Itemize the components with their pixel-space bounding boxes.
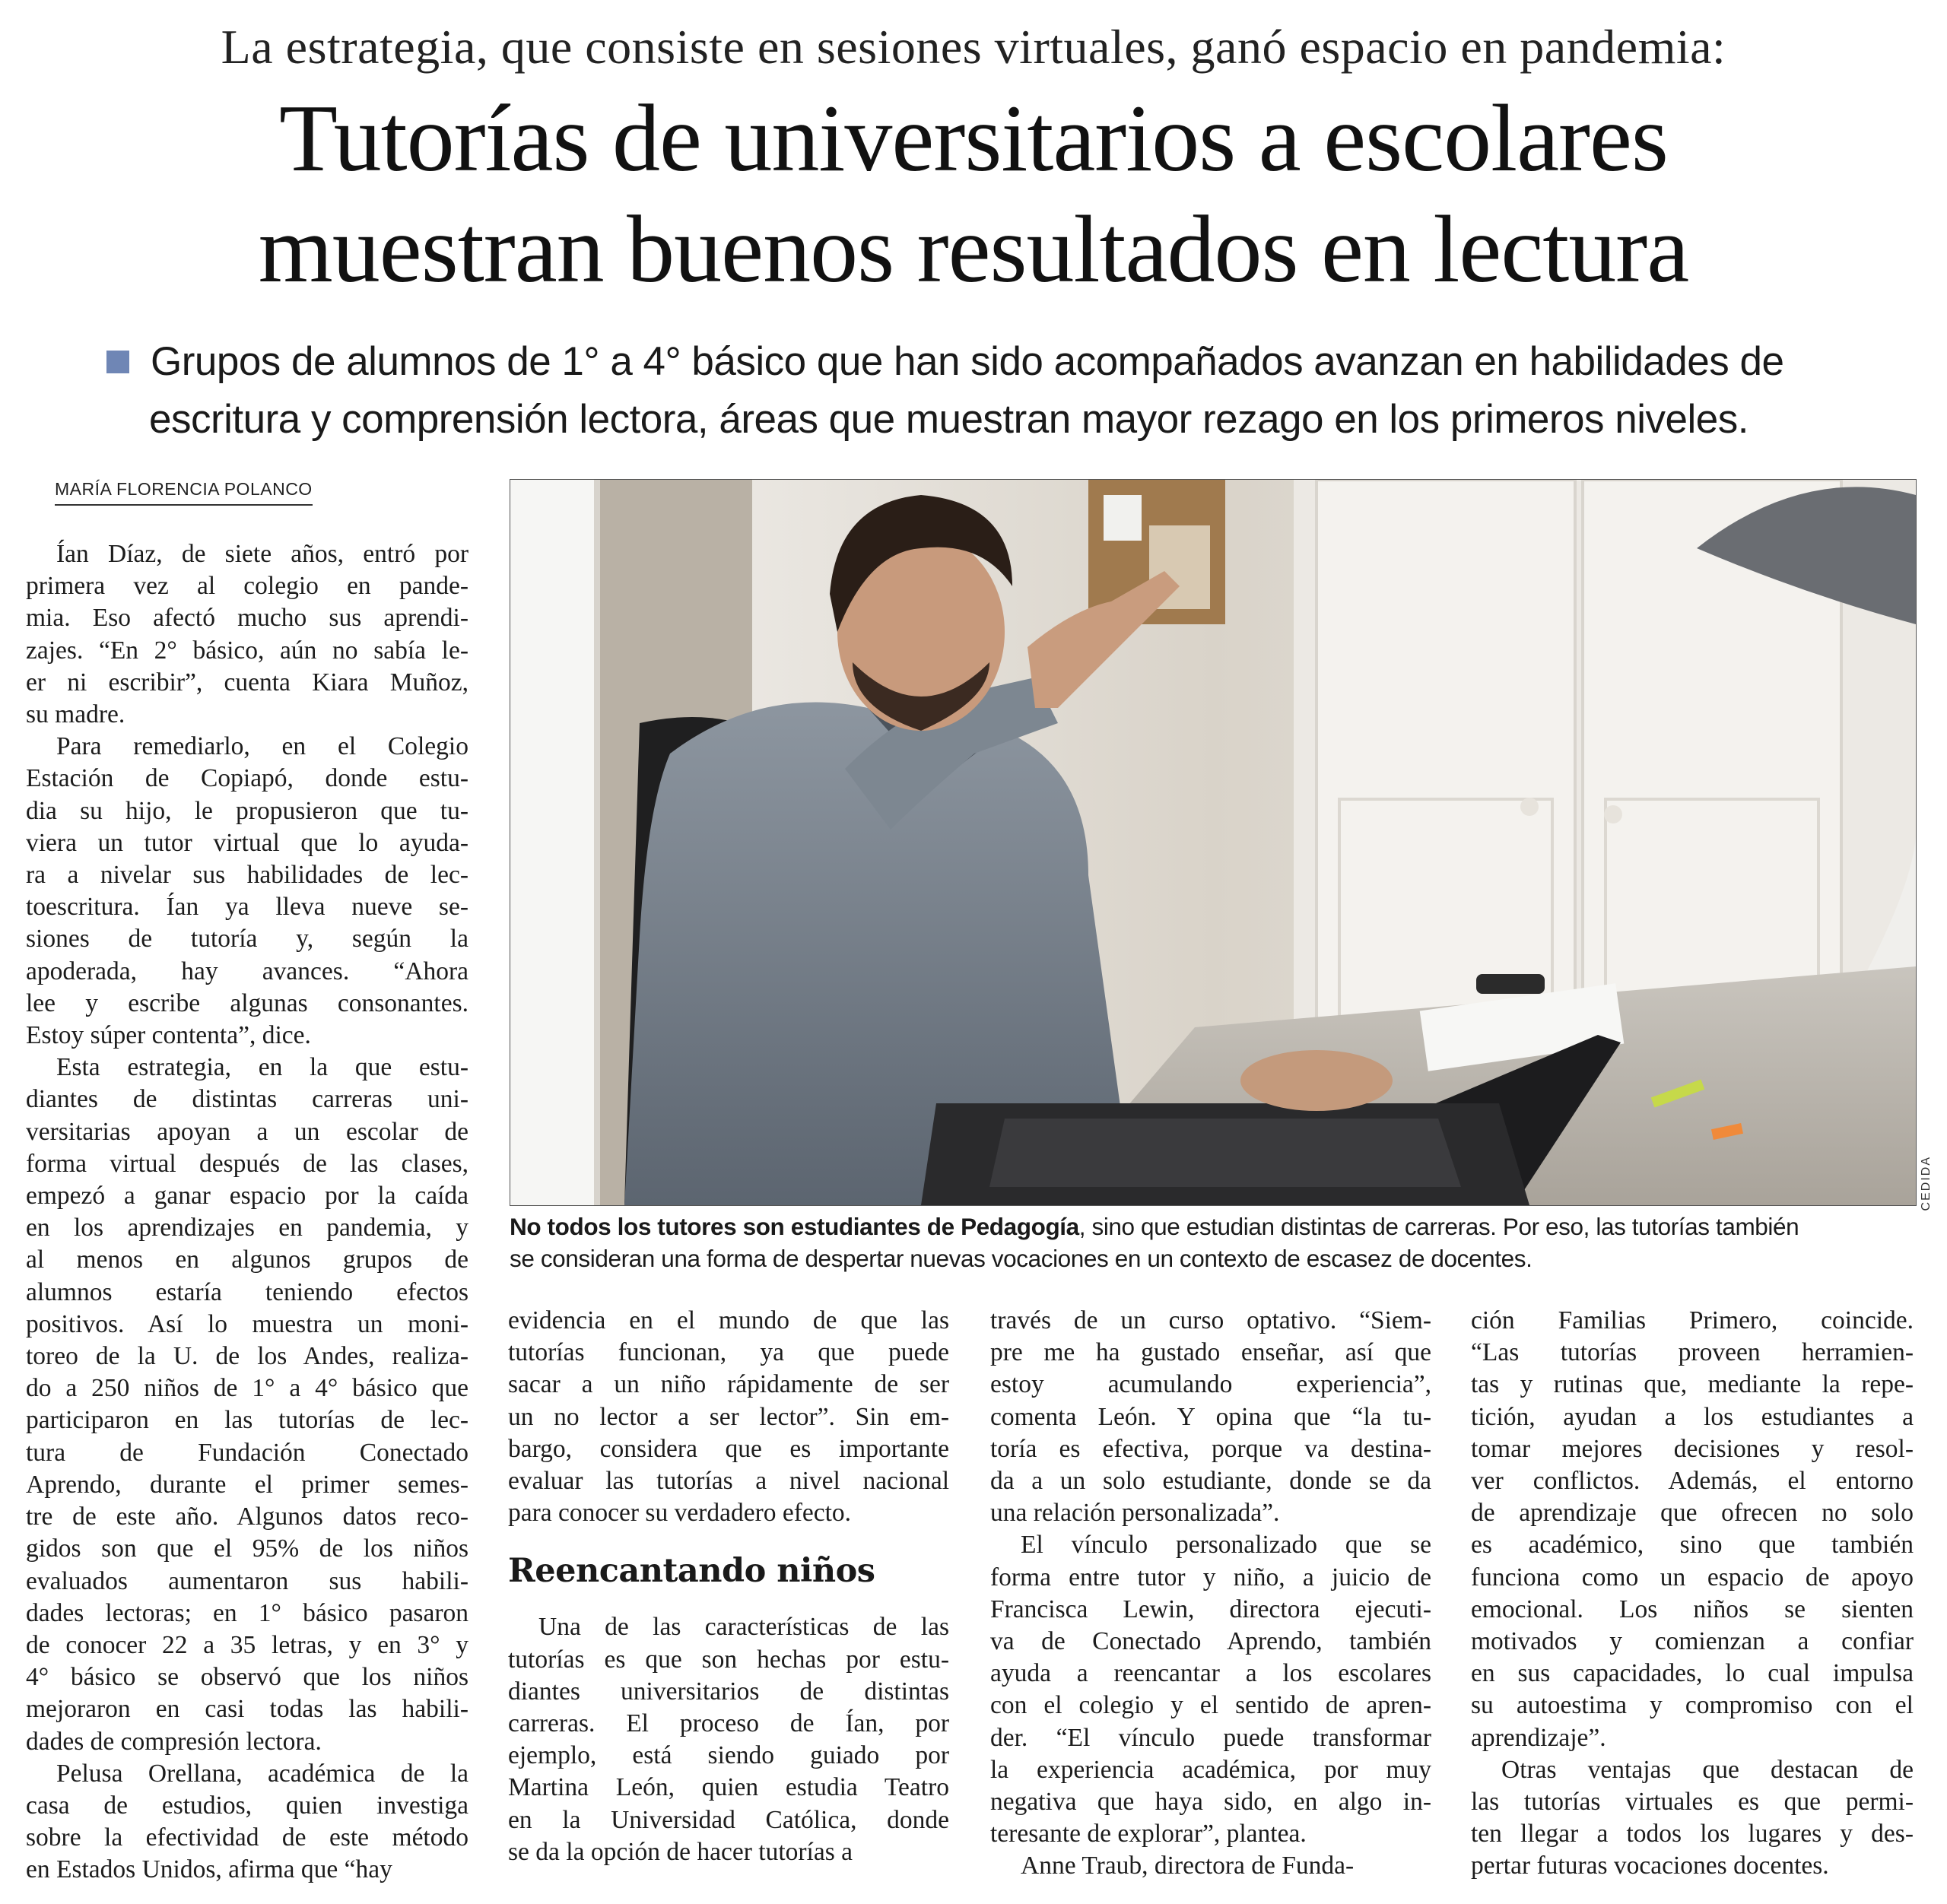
text-line: Francisca Lewin, directora ejecuti- (990, 1595, 1431, 1623)
text-line: El vínculo personalizado que se (1021, 1531, 1431, 1560)
text-line: funciona como un espacio de apoyo (1471, 1563, 1914, 1591)
text-line: toría es efectiva, porque va destina- (990, 1434, 1431, 1463)
byline: MARÍA FLORENCIA POLANCO (55, 479, 313, 506)
paragraph (990, 1305, 1431, 1529)
text-line: ayuda a reencantar a los escolares (990, 1659, 1431, 1688)
paragraph (26, 731, 468, 1052)
text-line: der. “El vínculo puede transformar (990, 1723, 1431, 1752)
text-line: alumnos estaría teniendo efectos (26, 1277, 468, 1306)
paragraph (508, 1305, 949, 1529)
text-line: evidencia en el mundo de que las (508, 1306, 949, 1334)
paragraph (990, 1529, 1431, 1850)
text-line: diantes universitarios de distintas (508, 1677, 949, 1706)
text-line: diantes de distintas carreras uni- (26, 1085, 468, 1114)
text-line: Estación de Copiapó, donde estu- (26, 764, 468, 793)
text-line: en Estados Unidos, afirma que “hay (26, 1855, 392, 1884)
text-line: en sus capacidades, lo cual impulsa (1471, 1659, 1914, 1688)
text-line: Martina León, quien estudia Teatro (508, 1773, 949, 1802)
text-line: dades lectoras; en 1° básico pasaron (26, 1598, 468, 1627)
photo-caption (510, 1211, 1917, 1274)
text-line: participaron en las tutorías de lec- (26, 1406, 468, 1435)
paragraph (990, 1850, 1431, 1882)
text-line: en los aprendizajes en pandemia, y (26, 1214, 468, 1242)
text-line: ver conflictos. Además, el entorno (1471, 1467, 1914, 1496)
paragraph (1471, 1305, 1914, 1754)
caption-bold: No todos los tutores son estudiantes de Pedagogía (510, 1213, 1079, 1240)
text-line: tición, ayudan a los estudiantes a (1471, 1402, 1914, 1431)
text-line: toreo de la U. de los Andes, realiza- (26, 1342, 468, 1371)
square-bullet-icon (106, 351, 129, 373)
text-line: comenta León. Y opina que “la tu- (990, 1402, 1431, 1431)
text-line: Esta estrategia, en la que estu- (56, 1053, 468, 1082)
text-line: dades de compresión lectora. (26, 1727, 322, 1756)
article-photo (510, 479, 1917, 1206)
text-line: estoy acumulando experiencia”, (990, 1370, 1431, 1399)
text-line: ten llegar a todos los lugares y des- (1471, 1820, 1914, 1848)
text-line: es académico, sino que también (1471, 1531, 1914, 1560)
kicker: La estrategia, que consiste en sesiones virtuales, ganó espacio en pandemia: (221, 20, 1726, 74)
deck (106, 333, 1879, 449)
column-2 (508, 1305, 949, 1868)
text-line: dia su hijo, le propusieron que tu- (26, 796, 468, 825)
text-line: emocional. Los niños se sienten (1471, 1595, 1914, 1623)
text-line: siones de tutoría y, según la (26, 925, 468, 954)
deck-line-1: Grupos de alumnos de 1° a 4° básico que han sido acompañados avanzan en habilidades de (151, 339, 1784, 384)
headline-line-1: Tutorías de universitarios a escolares (279, 86, 1668, 192)
text-line: mia. Eso afectó mucho sus aprendi- (26, 604, 468, 633)
text-line: sobre la efectividad de este método (26, 1823, 468, 1852)
text-line: una relación personalizada”. (990, 1499, 1280, 1528)
text-line: toescritura. Ían ya lleva nueve se- (26, 893, 468, 922)
paragraph (26, 538, 468, 731)
text-line: tas y rutinas que, mediante la repe- (1471, 1370, 1914, 1399)
text-line: ción Familias Primero, coincide. (1471, 1306, 1914, 1334)
photo-illustration (510, 480, 1916, 1205)
column-3 (990, 1305, 1431, 1883)
text-line: “Las tutorías proveen herramien- (1471, 1338, 1914, 1367)
text-line: primera vez al colegio en pande- (26, 572, 468, 601)
text-line: su autoestima y compromiso con el (1471, 1691, 1914, 1720)
text-line: las tutorías virtuales es que permi- (1471, 1788, 1914, 1817)
text-line: en la Universidad Católica, donde (508, 1805, 949, 1834)
text-line: Pelusa Orellana, académica de la (56, 1759, 468, 1788)
column-4 (1471, 1305, 1914, 1883)
text-line: Otras ventajas que destacan de (1501, 1755, 1914, 1784)
text-line: evaluados aumentaron sus habili- (26, 1566, 468, 1595)
paragraph (26, 1758, 468, 1887)
text-line: forma virtual después de las clases, (26, 1149, 468, 1178)
text-line: Ían Díaz, de siete años, entró por (56, 540, 468, 568)
text-line: carreras. El proceso de Ían, por (508, 1709, 949, 1738)
text-line: ra a nivelar sus habilidades de lec- (26, 861, 468, 890)
subhead: Reencantando niños (508, 1552, 875, 1591)
text-line: teresante de explorar”, plantea. (990, 1820, 1307, 1848)
text-line: negativa que haya sido, en algo in- (990, 1788, 1431, 1817)
text-line: va de Conectado Aprendo, también (990, 1627, 1431, 1656)
text-line: bargo, considera que es importante (508, 1434, 949, 1463)
text-line: zajes. “En 2° básico, aún no sabía le- (26, 636, 468, 665)
text-line: para conocer su verdadero efecto. (508, 1499, 852, 1528)
text-line: tre de este año. Algunos datos reco- (26, 1503, 468, 1531)
text-line: tomar mejores decisiones y resol- (1471, 1434, 1914, 1463)
text-line: ejemplo, está siendo guiado por (508, 1741, 949, 1770)
headline-line-2: muestran buenos resultados en lectura (258, 197, 1689, 303)
text-line: do a 250 niños de 1° a 4° básico que (26, 1374, 468, 1403)
text-line: su madre. (26, 700, 125, 729)
photo-credit: CEDIDA (1920, 1156, 1933, 1211)
text-line: Para remediarlo, en el Colegio (56, 732, 468, 761)
text-line: través de un curso optativo. “Siem- (990, 1306, 1431, 1334)
text-line: positivos. Así lo muestra un moni- (26, 1309, 468, 1338)
text-line: evaluar las tutorías a nivel nacional (508, 1467, 949, 1496)
text-line: empezó a ganar espacio por la caída (26, 1182, 468, 1211)
text-line: casa de estudios, quien investiga (26, 1791, 468, 1820)
text-line: gidos son que el 95% de los niños (26, 1534, 468, 1563)
text-line: de conocer 22 a 35 letras, y en 3° y (26, 1630, 468, 1659)
deck-line-2: escritura y comprensión lectora, áreas que muestran mayor rezago en los primeros niveles. (149, 397, 1748, 442)
text-line: se da la opción de hacer tutorías a (508, 1837, 853, 1866)
text-line: motivados y comienzan a confiar (1471, 1627, 1914, 1656)
column-1 (26, 538, 468, 1887)
text-line: Una de las características de las (538, 1613, 949, 1642)
text-line: lee y escribe algunas consonantes. (26, 988, 468, 1017)
text-line: da a un solo estudiante, donde se da (990, 1467, 1431, 1496)
text-line: Anne Traub, directora de Funda- (1021, 1852, 1355, 1880)
text-line: un no lector a ser lector”. Sin em- (508, 1402, 949, 1431)
text-line: pertar futuras vocaciones docentes. (1471, 1852, 1829, 1880)
text-line: la experiencia académica, por muy (990, 1755, 1431, 1784)
text-line: apoderada, hay avances. “Ahora (26, 957, 468, 985)
text-line: Estoy súper contenta”, dice. (26, 1021, 311, 1050)
text-line: tura de Fundación Conectado (26, 1438, 468, 1467)
text-line: mejoraron en casi todas las habili- (26, 1695, 468, 1724)
caption-rest: , sino que estudian distintas de carreras. Por eso, las tutorías también (1078, 1213, 1799, 1240)
column-2-paragraph-1 (508, 1305, 949, 1529)
headline (0, 84, 1947, 306)
column-2-paragraph-2 (508, 1611, 949, 1868)
text-line: de aprendizaje que ofrecen no solo (1471, 1499, 1914, 1528)
paragraph (26, 1052, 468, 1757)
text-line: viera un tutor virtual que lo ayuda- (26, 828, 468, 857)
text-line: tutorías funcionan, ya que puede (508, 1338, 949, 1367)
text-line: al menos en algunos grupos de (26, 1246, 468, 1274)
text-line: tutorías es que son hechas por estu- (508, 1645, 949, 1674)
text-line: forma entre tutor y niño, a juicio de (990, 1563, 1431, 1591)
text-line: er ni escribir”, cuenta Kiara Muñoz, (26, 668, 468, 697)
paragraph (1471, 1754, 1914, 1883)
text-line: versitarias apoyan a un escolar de (26, 1117, 468, 1146)
text-line: aprendizaje”. (1471, 1723, 1606, 1752)
text-line: 4° básico se observó que los niños (26, 1663, 468, 1692)
text-line: sacar a un niño rápidamente de ser (508, 1370, 949, 1399)
paragraph (508, 1611, 949, 1868)
text-line: Aprendo, durante el primer semes- (26, 1470, 468, 1499)
caption-line-2: se consideran una forma de despertar nuevas vocaciones en un contexto de escasez de docentes. (510, 1245, 1533, 1272)
text-line: con el colegio y el sentido de apren- (990, 1691, 1431, 1720)
text-line: pre me ha gustado enseñar, así que (990, 1338, 1431, 1367)
